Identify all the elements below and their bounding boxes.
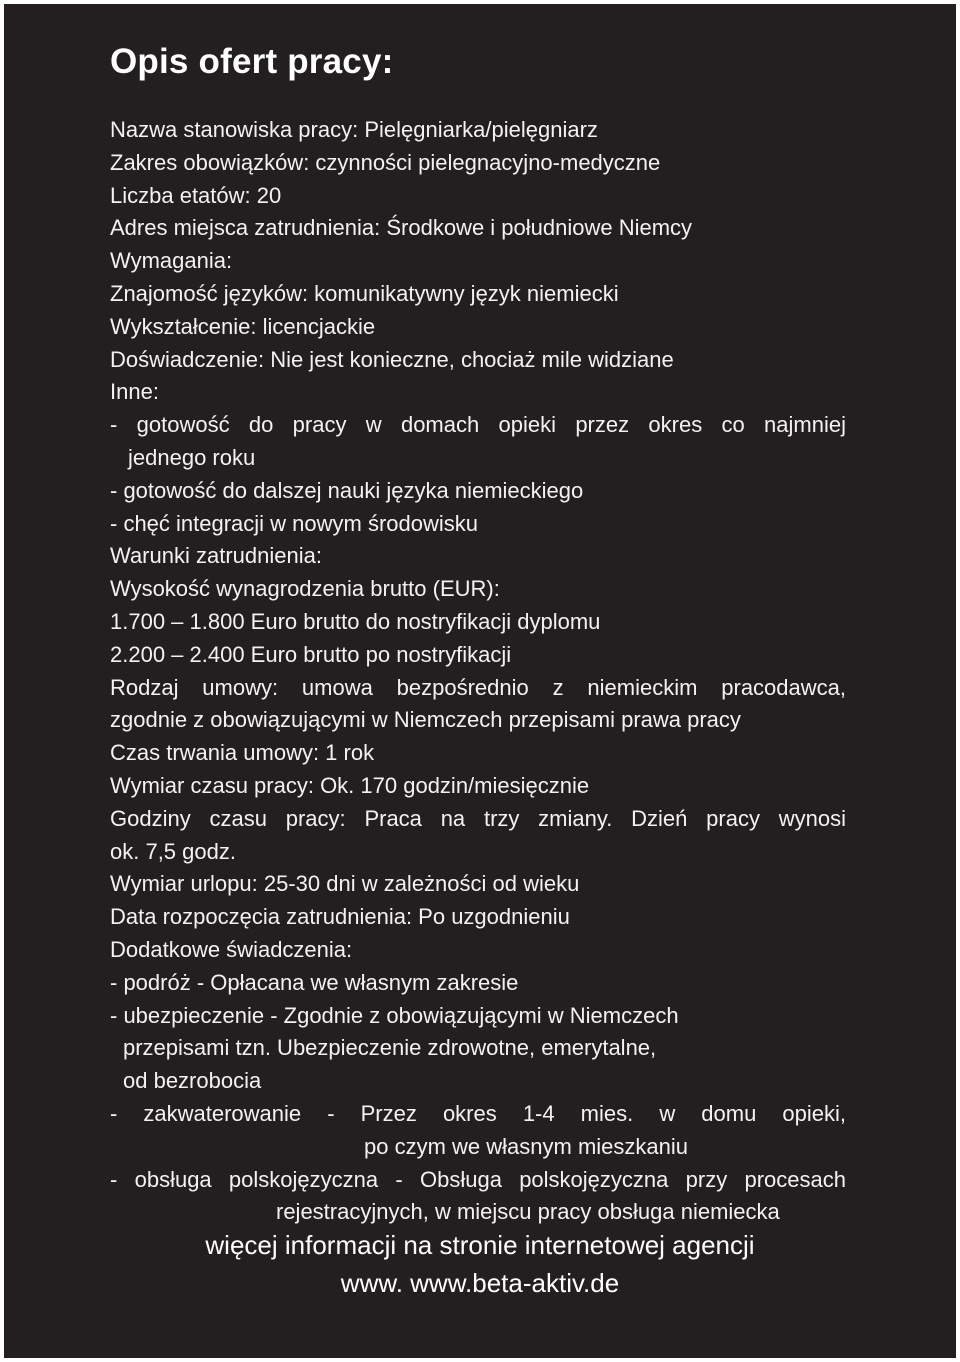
- education-line: Wykształcenie: licencjackie: [110, 313, 376, 339]
- requirements-heading: Wymagania:: [110, 248, 233, 274]
- benefit-insurance: - ubezpieczenie - Zgodnie z obowiązującymi w Niemczech: [110, 1002, 679, 1028]
- contract-type-cont: zgodnie z obowiązującymi w Niemczech przepisami prawa pracy: [110, 707, 741, 733]
- more-info-text: więcej informacji na stronie internetowej agencji: [205, 1230, 755, 1260]
- workplace-address-line: Adres miejsca zatrudnienia: Środkowe i południowe Niemcy: [110, 215, 693, 241]
- benefit-travel: - podróż - Opłacana we własnym zakresie: [110, 969, 519, 995]
- working-hours-cont: ok. 7,5 godz.: [110, 838, 236, 864]
- languages-line: Znajomość języków: komunikatywny język niemiecki: [110, 280, 619, 306]
- salary-after: 2.200 – 2.400 Euro brutto po nostryfikacji: [110, 641, 512, 667]
- benefit-insurance-cont-1: przepisami tzn. Ubezpieczenie zdrowotne, emerytalne,: [123, 1035, 657, 1061]
- contract-duration-line: Czas trwania umowy: 1 rok: [110, 740, 375, 766]
- benefit-insurance-cont-2: od bezrobocia: [123, 1068, 262, 1094]
- start-date-line: Data rozpoczęcia zatrudnienia: Po uzgodnieniu: [110, 904, 570, 930]
- salary-before: 1.700 – 1.800 Euro brutto do nostryfikacji dyplomu: [110, 608, 601, 634]
- page-title: Opis ofert pracy:: [110, 42, 394, 81]
- working-time-line: Wymiar czasu pracy: Ok. 170 godzin/miesięcznie: [110, 772, 590, 798]
- other-item-1: - gotowość do pracy w domach opieki przez okres co najmniej: [110, 412, 846, 438]
- agency-website-link[interactable]: www. www.beta-aktiv.de: [340, 1268, 620, 1298]
- vacation-line: Wymiar urlopu: 25-30 dni w zależności od wieku: [110, 871, 580, 897]
- other-item-3: - chęć integracji w nowym środowisku: [110, 510, 479, 536]
- experience-line: Doświadczenie: Nie jest konieczne, chociaż mile widziane: [110, 346, 674, 372]
- duties-line: Zakres obowiązków: czynności pielegnacyjno-medyczne: [110, 149, 661, 175]
- benefits-heading: Dodatkowe świadczenia:: [110, 936, 353, 962]
- conditions-heading: Warunki zatrudnienia:: [110, 543, 322, 569]
- benefit-accommodation: - zakwaterowanie - Przez okres 1-4 mies. w domu opieki,: [110, 1100, 846, 1126]
- job-offer-sheet: [4, 4, 956, 1358]
- benefit-accommodation-cont: po czym we własnym mieszkaniu: [364, 1133, 688, 1159]
- offer-description: [110, 114, 846, 1229]
- other-item-1-cont: jednego roku: [128, 444, 256, 470]
- benefit-polish-support-cont: rejestracyjnych, w miejscu pracy obsługa niemiecka: [276, 1199, 780, 1225]
- benefit-polish-support: - obsługa polskojęzyczna - Obsługa polskojęzyczna przy procesach: [110, 1166, 846, 1192]
- positions-count-line: Liczba etatów: 20: [110, 182, 282, 208]
- other-item-2: - gotowość do dalszej nauki języka niemieckiego: [110, 477, 584, 503]
- other-heading: Inne:: [110, 379, 159, 405]
- working-hours-line: Godziny czasu pracy: Praca na trzy zmiany. Dzień pracy wynosi: [110, 805, 846, 831]
- job-title-line: Nazwa stanowiska pracy: Pielęgniarka/pielęgniarz: [110, 117, 598, 142]
- salary-heading: Wysokość wynagrodzenia brutto (EUR):: [110, 576, 500, 602]
- contract-type-line: Rodzaj umowy: umowa bezpośrednio z niemieckim pracodawca,: [110, 674, 846, 700]
